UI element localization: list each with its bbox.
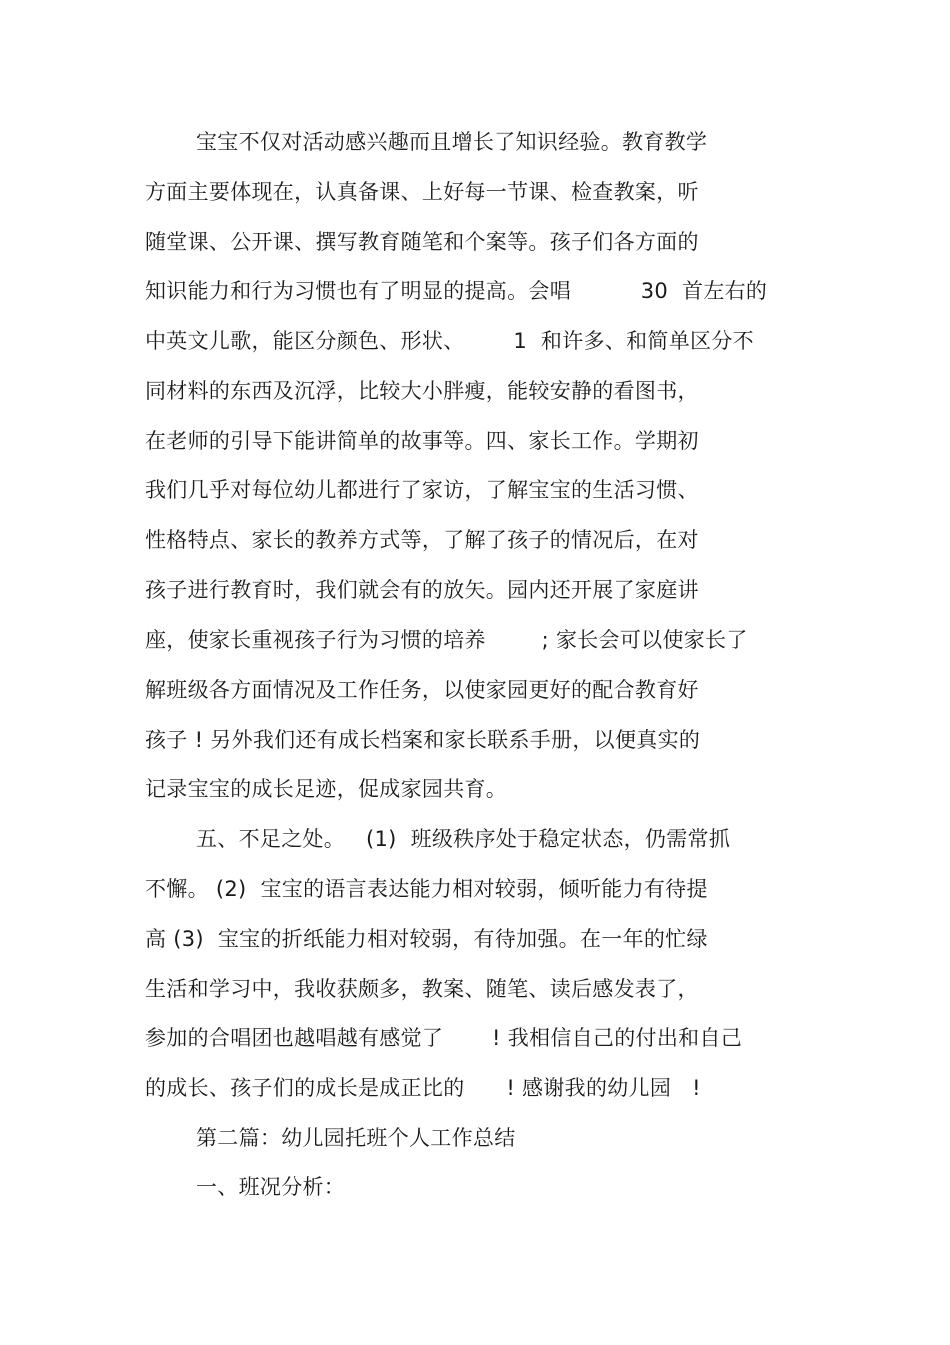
text-line-13: 孩子 ! 另外我们还有成长档案和家长联系手册，以便真实的: [145, 728, 701, 752]
text-line-3: 随堂课、公开课、撰写教育随笔和个案等。孩子们各方面的: [145, 230, 699, 254]
text-line-18: 生活和学习中，我收获颇多，教案、随笔、读后感发表了，: [145, 977, 699, 1001]
subsection-heading: 一、班况分析：: [196, 1175, 346, 1199]
text-line-1: 宝宝不仅对活动感兴趣而且增长了知识经验。教育教学: [196, 130, 708, 154]
text-line-15: 五、不足之处。 (1) 班级秩序处于稳定状态，仍需常抓: [196, 827, 731, 851]
text-line-11: 座，使家长重视孩子行为习惯的培养 ; 家长会可以使家长了: [145, 628, 748, 652]
text-line-19: 参加的合唱团也越唱越有感觉了 ! 我相信自己的付出和自己: [145, 1026, 743, 1050]
section-heading: 第二篇：幼儿园托班个人工作总结: [196, 1126, 516, 1150]
text-line-2: 方面主要体现在，认真备课、上好每一节课、检查教案，听: [145, 180, 699, 204]
text-line-7: 在老师的引导下能讲简单的故事等。四、家长工作。学期初: [145, 429, 699, 453]
text-line-17: 高 (3) 宝宝的折纸能力相对较弱，有待加强。在一年的忙绿: [145, 927, 708, 951]
text-line-9: 性格特点、家长的教养方式等，了解了孩子的情况后，在对: [145, 528, 699, 552]
text-line-12: 解班级各方面情况及工作任务，以使家园更好的配合教育好: [145, 678, 699, 702]
text-line-4: 知识能力和行为习惯也有了明显的提高。会唱 30 首左右的: [145, 279, 768, 303]
text-line-8: 我们几乎对每位幼儿都进行了家访，了解宝宝的生活习惯、: [145, 478, 699, 502]
text-line-14: 记录宝宝的成长足迹，促成家园共育。: [145, 777, 508, 801]
text-line-10: 孩子进行教育时，我们就会有的放矢。园内还开展了家庭讲: [145, 578, 699, 602]
text-line-5: 中英文儿歌，能区分颜色、形状、 1 和许多、和简单区分不: [145, 329, 754, 353]
text-line-6: 同材料的东西及沉浮，比较大小胖瘦，能较安静的看图书，: [145, 379, 699, 403]
text-line-20: 的成长、孩子们的成长是成正比的 ! 感谢我的幼儿园 !: [145, 1076, 701, 1100]
text-line-16: 不懈。 (2) 宝宝的语言表达能力相对较弱，倾听能力有待提: [145, 877, 708, 901]
